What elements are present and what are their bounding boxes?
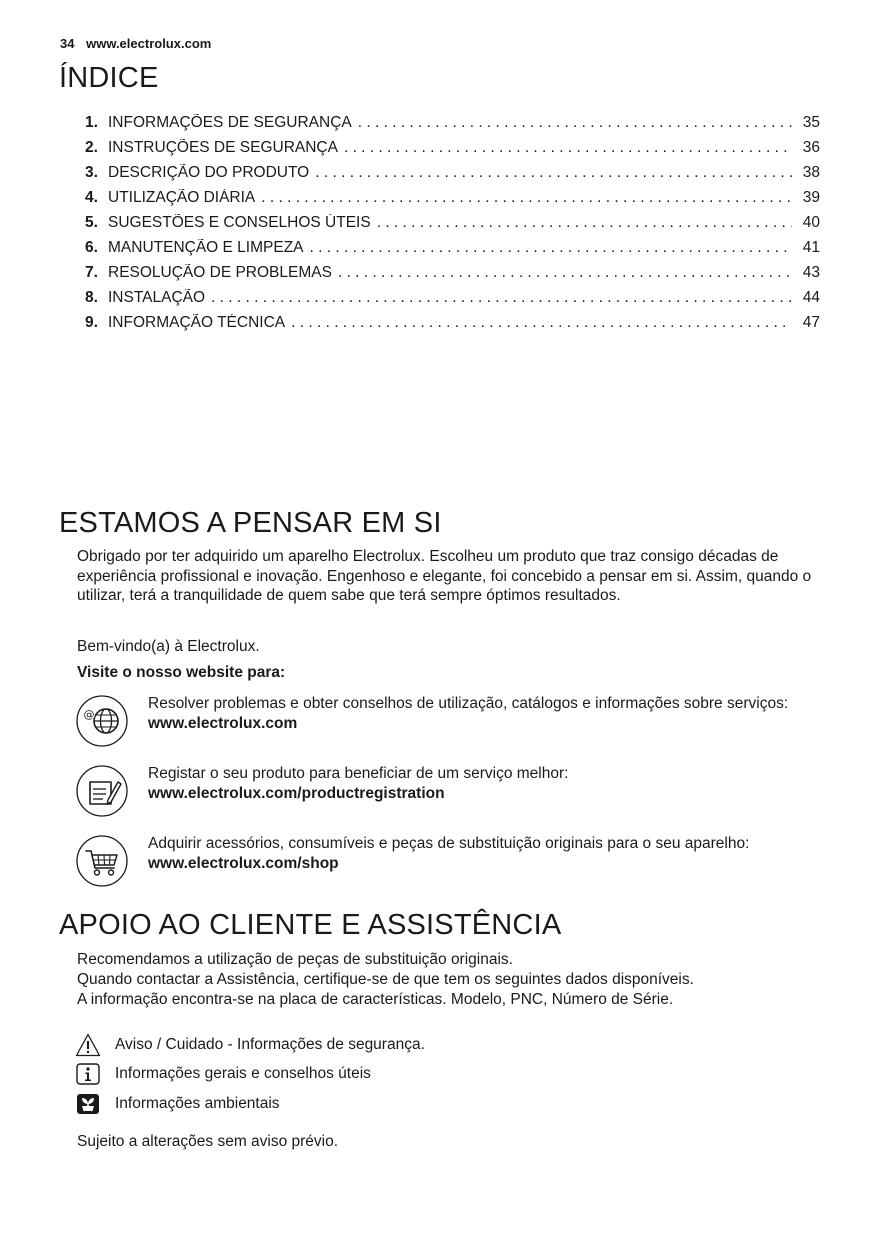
legend-item-warning (75, 1033, 425, 1057)
toc-leader-dots (310, 239, 793, 257)
header-website-link[interactable]: www.electrolux.com (86, 36, 212, 51)
svg-text:@: @ (83, 708, 95, 721)
toc-entry-page: 41 (802, 239, 820, 256)
toc-entry-title: MANUTENÇÃO E LIMPEZA (108, 239, 304, 256)
toc-entry[interactable] (85, 264, 820, 289)
website-item-description: Resolver problemas e obter conselhos de utilização, catálogos e informações sobre serviços: (148, 695, 789, 712)
customer-care-line: Quando contactar a Assistência, certifique-se de que tem os seguintes dados disponíveis. (77, 971, 694, 988)
website-link[interactable]: www.electrolux.com/shop (148, 854, 339, 872)
toc-entry-title: INFORMAÇÕES DE SEGURANÇA (108, 114, 352, 131)
toc-entry-number: 7. (85, 264, 98, 281)
toc-entry-number: 4. (85, 189, 98, 206)
toc-entry-title: UTILIZAÇÃO DIÁRIA (108, 189, 256, 206)
info-icon (75, 1062, 101, 1086)
toc-entry[interactable] (85, 239, 820, 264)
toc-entry-page: 39 (802, 189, 820, 206)
warning-icon (75, 1033, 101, 1057)
legend-text: Aviso / Cuidado - Informações de segurança. (115, 1036, 425, 1053)
toc-entry-number: 6. (85, 239, 98, 256)
toc-entry-page: 38 (802, 164, 820, 181)
toc-entry-number: 2. (85, 139, 98, 156)
toc-entry-number: 5. (85, 214, 98, 231)
toc-leader-dots (211, 289, 792, 307)
legend-item-environment (75, 1092, 280, 1116)
website-link[interactable]: www.electrolux.com/productregistration (148, 784, 445, 802)
disclaimer-text: Sujeito a alterações sem aviso prévio. (77, 1133, 339, 1150)
customer-care-line: A informação encontra-se na placa de características. Modelo, PNC, Número de Série. (77, 991, 674, 1008)
toc-entry-number: 9. (85, 314, 98, 331)
toc-entry[interactable] (85, 289, 820, 314)
toc-entry-title: INFORMAÇÃO TÉCNICA (108, 314, 286, 331)
toc-leader-dots (315, 164, 792, 182)
index-heading: ÍNDICE (59, 62, 159, 94)
toc-entry-number: 3. (85, 164, 98, 181)
toc-entry-title: RESOLUÇÃO DE PROBLEMAS (108, 264, 332, 281)
toc-leader-dots (344, 139, 792, 157)
web-globe-icon (75, 694, 129, 748)
toc-entry[interactable] (85, 114, 820, 139)
toc-entry-number: 1. (85, 114, 98, 131)
toc-entry-page: 47 (802, 314, 820, 331)
toc-entry-page: 40 (802, 214, 820, 231)
toc-leader-dots (377, 214, 792, 232)
toc-entry[interactable] (85, 164, 820, 189)
legend-text: Informações gerais e conselhos úteis (115, 1065, 371, 1082)
welcome-text: Bem-vindo(a) à Electrolux. (77, 638, 260, 655)
toc-entry[interactable] (85, 314, 820, 339)
website-item-description: Registar o seu produto para beneficiar de um serviço melhor: (148, 765, 569, 782)
page-header (60, 36, 211, 51)
environment-icon (75, 1092, 101, 1116)
website-link[interactable]: www.electrolux.com (148, 714, 298, 732)
toc-entry[interactable] (85, 214, 820, 239)
website-item-shop (75, 834, 835, 890)
legend-item-info (75, 1062, 371, 1086)
thinking-of-you-heading: ESTAMOS A PENSAR EM SI (59, 507, 442, 539)
toc-leader-dots (338, 264, 792, 282)
toc-entry-page: 44 (802, 289, 820, 306)
toc-entry-title: INSTRUÇÕES DE SEGURANÇA (108, 139, 338, 156)
toc-entry-title: DESCRIÇÃO DO PRODUTO (108, 164, 310, 181)
website-item-support (75, 694, 835, 750)
customer-care-line: Recomendamos a utilização de peças de substituição originais. (77, 951, 513, 968)
table-of-contents (85, 114, 820, 339)
toc-leader-dots (358, 114, 792, 132)
toc-entry-number: 8. (85, 289, 98, 306)
toc-entry-page: 35 (802, 114, 820, 131)
toc-entry-page: 36 (802, 139, 820, 156)
toc-entry-page: 43 (802, 264, 820, 281)
registration-form-icon (75, 764, 129, 818)
shopping-cart-icon (75, 834, 129, 888)
website-item-registration (75, 764, 835, 820)
visit-website-label: Visite o nosso website para: (77, 664, 286, 681)
website-item-description: Adquirir acessórios, consumíveis e peças de substituição originais para o seu aparelho: (148, 835, 750, 852)
thank-you-paragraph: Obrigado por ter adquirido um aparelho Electrolux. Escolheu um produto que traz consigo décadas de experiência profissional e inovação. Engenhoso e elegante, foi concebido a pensar em si. Assim, quando o utilizar, terá a tranquilidade de quem sabe que terá sempre óptimos resultados. (77, 548, 812, 604)
toc-entry[interactable] (85, 189, 820, 214)
toc-leader-dots (291, 314, 792, 332)
toc-leader-dots (261, 189, 792, 207)
toc-entry[interactable] (85, 139, 820, 164)
page-number: 34 (60, 36, 75, 51)
customer-care-heading: APOIO AO CLIENTE E ASSISTÊNCIA (59, 909, 562, 941)
toc-entry-title: SUGESTÕES E CONSELHOS ÚTEIS (108, 214, 371, 231)
customer-care-paragraph (77, 950, 822, 1010)
toc-entry-title: INSTALAÇÃO (108, 289, 206, 306)
legend-text: Informações ambientais (115, 1095, 280, 1112)
